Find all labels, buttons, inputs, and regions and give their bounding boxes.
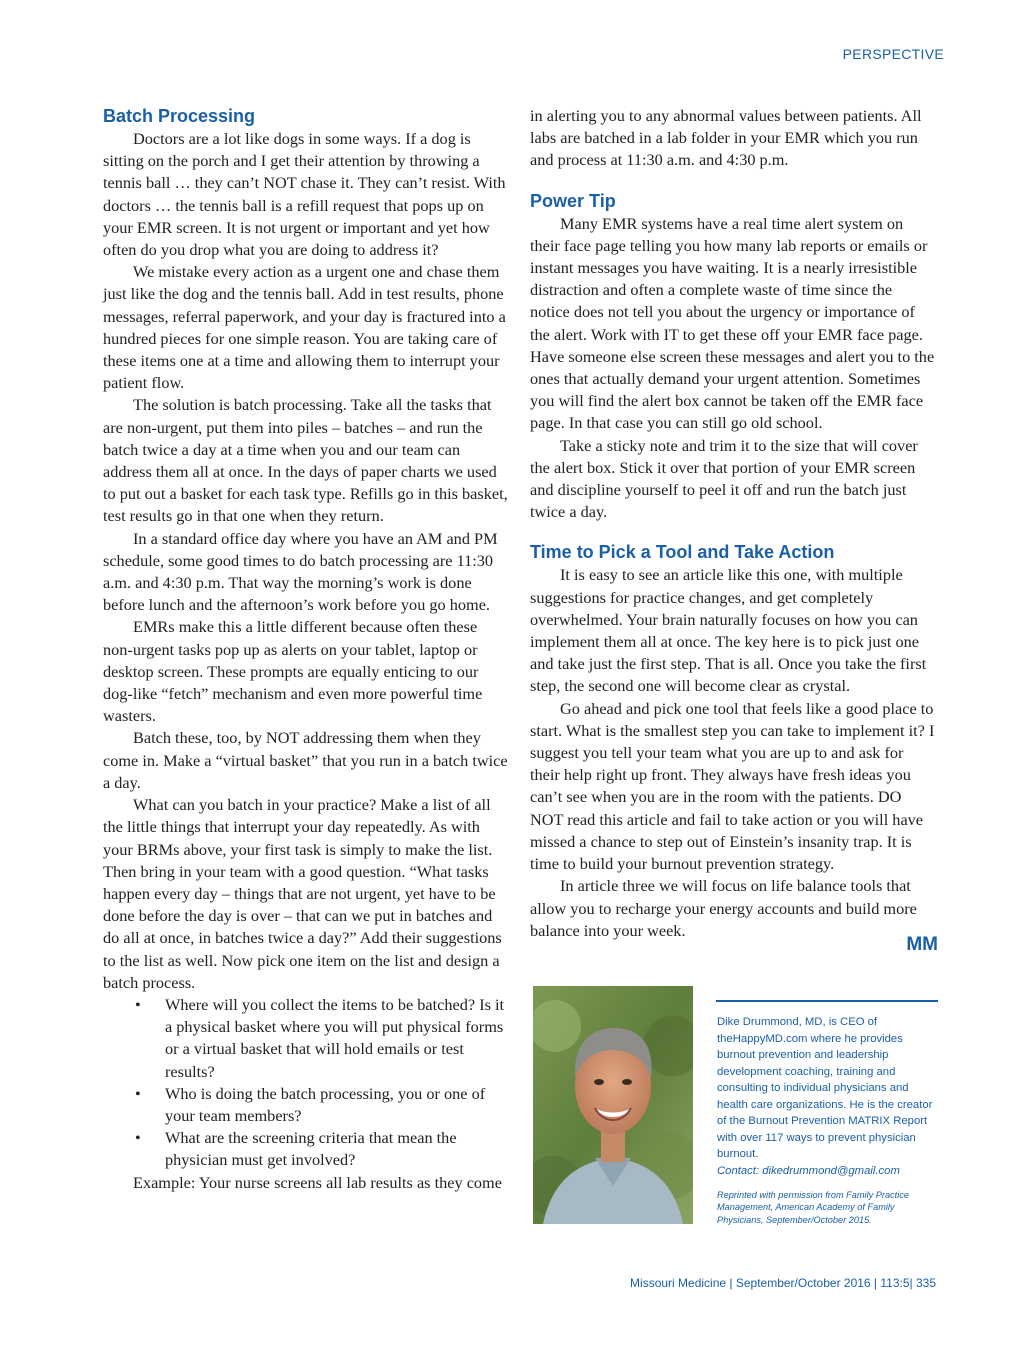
bullet-icon: • <box>135 1083 141 1103</box>
page-footer: Missouri Medicine | September/October 2016 | 113:5| 335 <box>630 1276 936 1290</box>
paragraph: Batch these, too, by NOT addressing them when they come in. Make a “virtual basket” that you run in a batch twice a day. <box>103 728 508 792</box>
list-item: • Where will you collect the items to be batched? Is it a physical basket where you will put physical forms or a virtual basket that will hold emails or test results? <box>135 994 505 1081</box>
bullet-icon: • <box>135 994 141 1014</box>
author-bio <box>717 1014 939 1226</box>
paragraph: The solution is batch processing. Take all the tasks that are non-urgent, put them into piles – batches – and run the batch twice a day at a time when you and our team can address them all at once. In the days of paper charts we used to put out a basket for each task type. Refills go in this basket, test results go in that one when they return. <box>103 395 508 526</box>
author-photo <box>533 986 693 1224</box>
bullet-list <box>103 994 511 1172</box>
bullet-icon: • <box>135 1128 141 1148</box>
heading-time-to-pick: Time to Pick a Tool and Take Action <box>530 542 835 563</box>
paragraph: It is easy to see an article like this one, with multiple suggestions for practice changes, and get completely overwhelmed. Your brain naturally focuses on how you can implement them all at once. The key here is to pick just one and take just the first step. That is all. Once you take the first step, the second one will become clear as crystal. <box>530 565 927 696</box>
paragraph: What can you batch in your practice? Make a list of all the little things that interrupt your day repeatedly. As with your BRMs above, your first task is simply to make the list. Then bring in your team with a good question. “What tasks happen every day – things that are not urgent, yet have to be done before the day is over – that can we put in batches and do all at once, in batches twice a day?” Add their suggestions to the list as well. Now pick one item on the list and design a batch process. <box>103 795 502 992</box>
bio-divider <box>716 1000 938 1002</box>
paragraph: Go ahead and pick one tool that feels like a good place to start. What is the smallest step you can take to implement it? I suggest you tell your team what you are up to and ask for their help right up front. They always have fresh ideas you can’t see when you are in the room with the patients. DO NOT read this article and fail to take action or you will have missed a chance to step out of Einstein’s insanity trap. It is time to build your burnout prevention strategy. <box>530 698 935 874</box>
paragraph: We mistake every action as a urgent one and chase them just like the dog and the tennis ball. Add in test results, phone messages, referral paperwork, and your day is fractured into a hundred pieces for one simple reason. You are taking care of these items one at a time and allowing them to interrupt your patient flow. <box>103 262 506 393</box>
bio-contact: Contact: dikedrummond@gmail.com <box>717 1164 900 1177</box>
paragraph-continuation: in alerting you to any abnormal values between patients. All labs are batched in a lab folder in your EMR which you run and process at 11:30 a.m. and 4:30 p.m. <box>530 106 922 170</box>
bio-text: Dike Drummond, MD, is CEO of theHappyMD.com where he provides burnout prevention and leadership development coaching, training and consulting to individual physicians and health care organizations. He is the creator of the Burnout Prevention MATRIX Report with over 117 ways to prevent physician burnout. <box>717 1016 933 1160</box>
heading-batch-processing: Batch Processing <box>103 106 256 126</box>
end-mark: MM <box>906 934 938 955</box>
paragraph: Take a sticky note and trim it to the size that will cover the alert box. Stick it over that portion of your EMR screen and discipline yourself to peel it off and run the batch just twice a day. <box>530 435 918 522</box>
reprint-notice: Reprinted with permission from Family Practice Management, American Academy of Family Physicians, September/October 2015. <box>717 1190 909 1225</box>
paragraph: In a standard office day where you have an AM and PM schedule, some good times to do batch processing are 11:30 a.m. and 4:30 p.m. That way the morning’s work is done before lunch and the afternoon’s work before you go home. <box>103 528 498 615</box>
paragraph: Many EMR systems have a real time alert system on their face page telling you how many lab reports or emails or instant messages you have waiting. It is a nearly irresistible distraction and often a complete waste of time since the notice does not tell you about the urgency or importance of the alert. Work with IT to get these off your EMR face page. Have someone else screen these messages and alert you to the ones that actually demand your urgent attention. Sometimes you will find the alert box cannot be taken off the EMR face page. In that case you can still go old school. <box>530 213 935 433</box>
section-label: PERSPECTIVE <box>842 46 944 62</box>
paragraph: EMRs make this a little different because often these non-urgent tasks pop up as alerts on your tablet, laptop or desktop screen. These prompts are equally enticing to our dog-like “fetch” mechanism and even more powerful time wasters. <box>103 617 483 726</box>
list-item: • What are the screening criteria that mean the physician must get involved? <box>135 1128 457 1170</box>
paragraph: In article three we will focus on life balance tools that allow you to recharge your energy accounts and build more balance into your week. <box>530 876 917 940</box>
heading-power-tip: Power Tip <box>530 190 616 211</box>
paragraph: Example: Your nurse screens all lab results as they come <box>133 1172 502 1192</box>
left-column <box>103 105 511 1194</box>
right-column <box>530 105 935 942</box>
paragraph: Doctors are a lot like dogs in some ways. If a dog is sitting on the porch and I get their attention by throwing a tennis ball … they can’t NOT chase it. They can’t resist. With doctors … the tennis ball is a refill request that pops up on your EMR screen. It is not urgent or important and yet how often do you drop what you are doing to address it? <box>103 129 506 260</box>
list-item: • Who is doing the batch processing, you or one of your team members? <box>135 1083 486 1125</box>
